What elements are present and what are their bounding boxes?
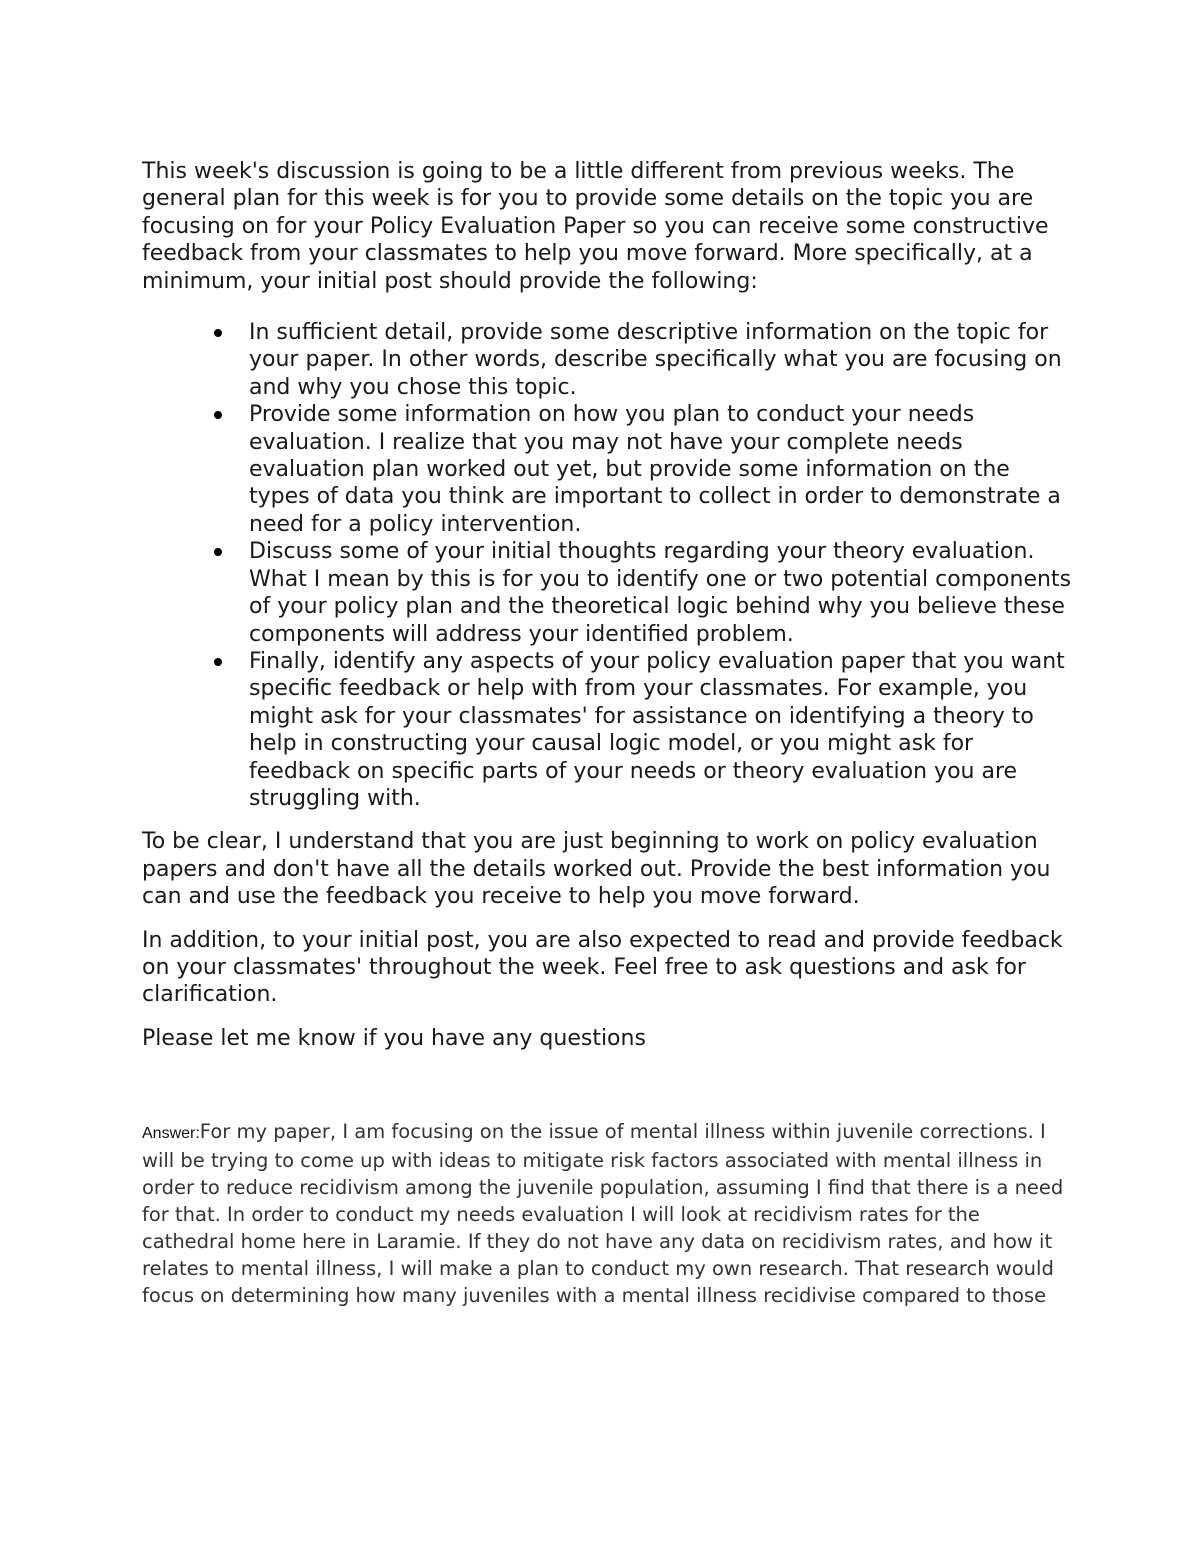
list-item [249, 319, 1072, 401]
closing-paragraph: Please let me know if you have any questions [142, 1025, 646, 1051]
list-item [249, 648, 1072, 812]
list-item-text: Discuss some of your initial thoughts regarding your theory evaluation. What I mean by this is for you to identify one or two potential components of your policy plan and the theoretical logic behind why you believe these components will address your identified problem. [249, 539, 1072, 647]
requirements-list [142, 319, 1072, 812]
addition-paragraph: In addition, to your initial post, you are also expected to read and provide feedback on your classmates' throughout the week. Feel free to ask questions and ask for clarification. [142, 927, 1063, 1008]
list-item [249, 401, 1072, 538]
bullet-icon [214, 411, 222, 419]
answer-paragraph [142, 1118, 1072, 1309]
list-item [249, 538, 1072, 648]
answer-text: For my paper, I am focusing on the issue of mental illness within juvenile corrections. I will be trying to come up with ideas to mitigate risk factors associated with mental illness in order to reduce recidivism among the juvenile population, assuming I find that there is a need for that. In order to conduct my needs evaluation I will look at recidivism rates for the cathedral home here in Laramie. If they do not have any data on recidivism rates, and how it relates to mental illness, I will make a plan to conduct my own research. That research would focus on determining how many juveniles with a mental illness recidivise compared to those [142, 1120, 1064, 1308]
document-page [142, 158, 1072, 1329]
answer-label: Answer: [142, 1125, 200, 1143]
clarification-paragraph: To be clear, I understand that you are just beginning to work on policy evaluation papers and don't have all the details worked out. Provide the best information you can and use the feedback you receive to help you move forward. [142, 829, 1051, 910]
list-item-text: In sufficient detail, provide some descriptive information on the topic for your paper. In other words, describe specifically what you are focusing on and why you chose this topic. [249, 320, 1062, 400]
list-item-text: Finally, identify any aspects of your policy evaluation paper that you want specific feedback or help with from your classmates. For example, you might ask for your classmates' for assistance on identifying a theory to help in constructing your causal logic model, or you might ask for feedback on specific parts of your needs or theory evaluation you are struggling with. [249, 648, 1065, 811]
list-item-text: Provide some information on how you plan to conduct your needs evaluation. I realize that you may not have your complete needs evaluation plan worked out yet, but provide some information on the types of data you think are important to collect in order to demonstrate a need for a policy intervention. [249, 402, 1061, 537]
bullet-icon [214, 329, 222, 337]
bullet-icon [214, 658, 222, 666]
intro-paragraph: This week's discussion is going to be a little different from previous weeks. The general plan for this week is for you to provide some details on the topic you are focusing on for your Policy Evaluation Paper so you can receive some constructive feedback from your classmates to help you move forward. More specifically, at a minimum, your initial post should provide the following: [142, 159, 1049, 294]
bullet-icon [214, 548, 222, 556]
